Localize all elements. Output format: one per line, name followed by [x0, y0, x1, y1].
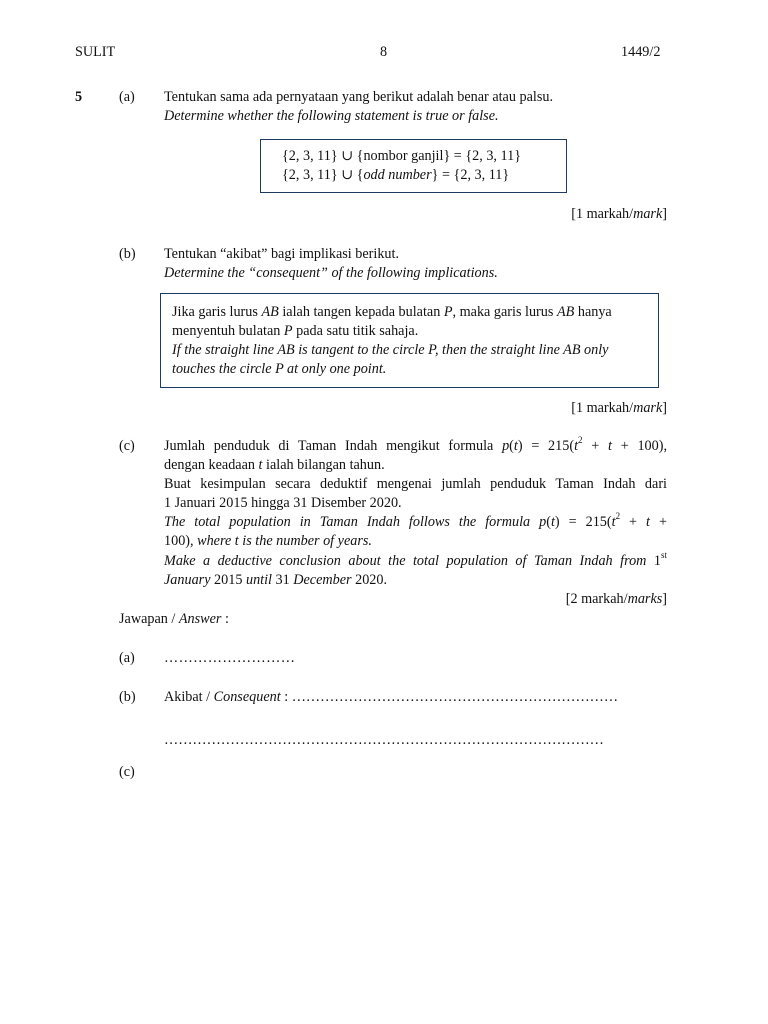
- question-number: 5: [75, 89, 83, 105]
- part-a-label: (a): [119, 89, 135, 105]
- part-a-marks: [1 markah/mark]: [571, 206, 667, 222]
- part-b-implication-ms-1: Jika garis lurus AB ialah tangen kepada bulatan P, maka garis lurus AB hanya: [172, 304, 612, 320]
- answer-b-field-line-2[interactable]: …………………………………………………………………………………: [164, 732, 604, 748]
- part-c-ms-line-4: 1 Januari 2015 hingga 31 Disember 2020.: [164, 495, 402, 511]
- part-c-en-line-3: Make a deductive conclusion about the total population of Taman Indah from 1st: [164, 550, 667, 569]
- answer-heading: Jawapan / Answer :: [119, 611, 229, 627]
- part-a-statement-en: {2, 3, 11} ∪ {odd number} = {2, 3, 11}: [282, 167, 510, 183]
- part-b-marks: [1 markah/mark]: [571, 400, 667, 416]
- part-c-ms-line-2: dengan keadaan t ialah bilangan tahun.: [164, 457, 385, 473]
- part-c-en-line-4: January 2015 until 31 December 2020.: [164, 572, 388, 588]
- part-b-implication-ms-2: menyentuh bulatan P pada satu titik sahaja.: [172, 323, 419, 339]
- part-b-implication-box: [160, 293, 659, 388]
- part-a-statement-ms: {2, 3, 11} ∪ {nombor ganjil} = {2, 3, 11}: [282, 148, 521, 164]
- part-b-implication-en-1: If the straight line AB is tangent to the circle P, then the straight line AB only: [172, 342, 609, 358]
- answer-a-label: (a): [119, 650, 135, 666]
- answer-c-label: (c): [119, 764, 135, 780]
- part-c-ms-line-1: Jumlah penduduk di Taman Indah mengikut formula $p(t) = 215(t^2 + t + 100)$,: [164, 435, 667, 454]
- part-c-label: (c): [119, 438, 135, 454]
- part-c-ms-line-3: Buat kesimpulan secara deduktif mengenai jumlah penduduk Taman Indah dari: [164, 476, 667, 492]
- answer-a-field[interactable]: ………………………: [164, 650, 296, 666]
- part-b-prompt-en: Determine the “consequent” of the following implications.: [164, 265, 498, 281]
- part-c-marks: [2 markah/marks]: [565, 591, 667, 607]
- part-a-statement-box: [260, 139, 567, 193]
- part-a-prompt-en: Determine whether the following statement is true or false.: [164, 108, 499, 124]
- part-c-en-line-2: 100), where t is the number of years.: [164, 533, 372, 549]
- part-c-en-line-1: The total population in Taman Indah follows the formula $p(t) = 215(t^2 + t$ +: [164, 511, 667, 530]
- header-sulit: SULIT: [75, 44, 116, 60]
- part-b-prompt-ms: Tentukan “akibat” bagi implikasi berikut.: [164, 246, 400, 262]
- part-b-implication-en-2: touches the circle P at only one point.: [172, 361, 387, 377]
- page-number: 8: [380, 44, 388, 60]
- answer-b-field[interactable]: Akibat / Consequent : ……………………………………………………………: [164, 689, 619, 705]
- part-b-label: (b): [119, 246, 136, 262]
- part-a-prompt-ms: Tentukan sama ada pernyataan yang berikut adalah benar atau palsu.: [164, 89, 553, 105]
- answer-b-label: (b): [119, 689, 136, 705]
- paper-code: 1449/2: [621, 44, 661, 60]
